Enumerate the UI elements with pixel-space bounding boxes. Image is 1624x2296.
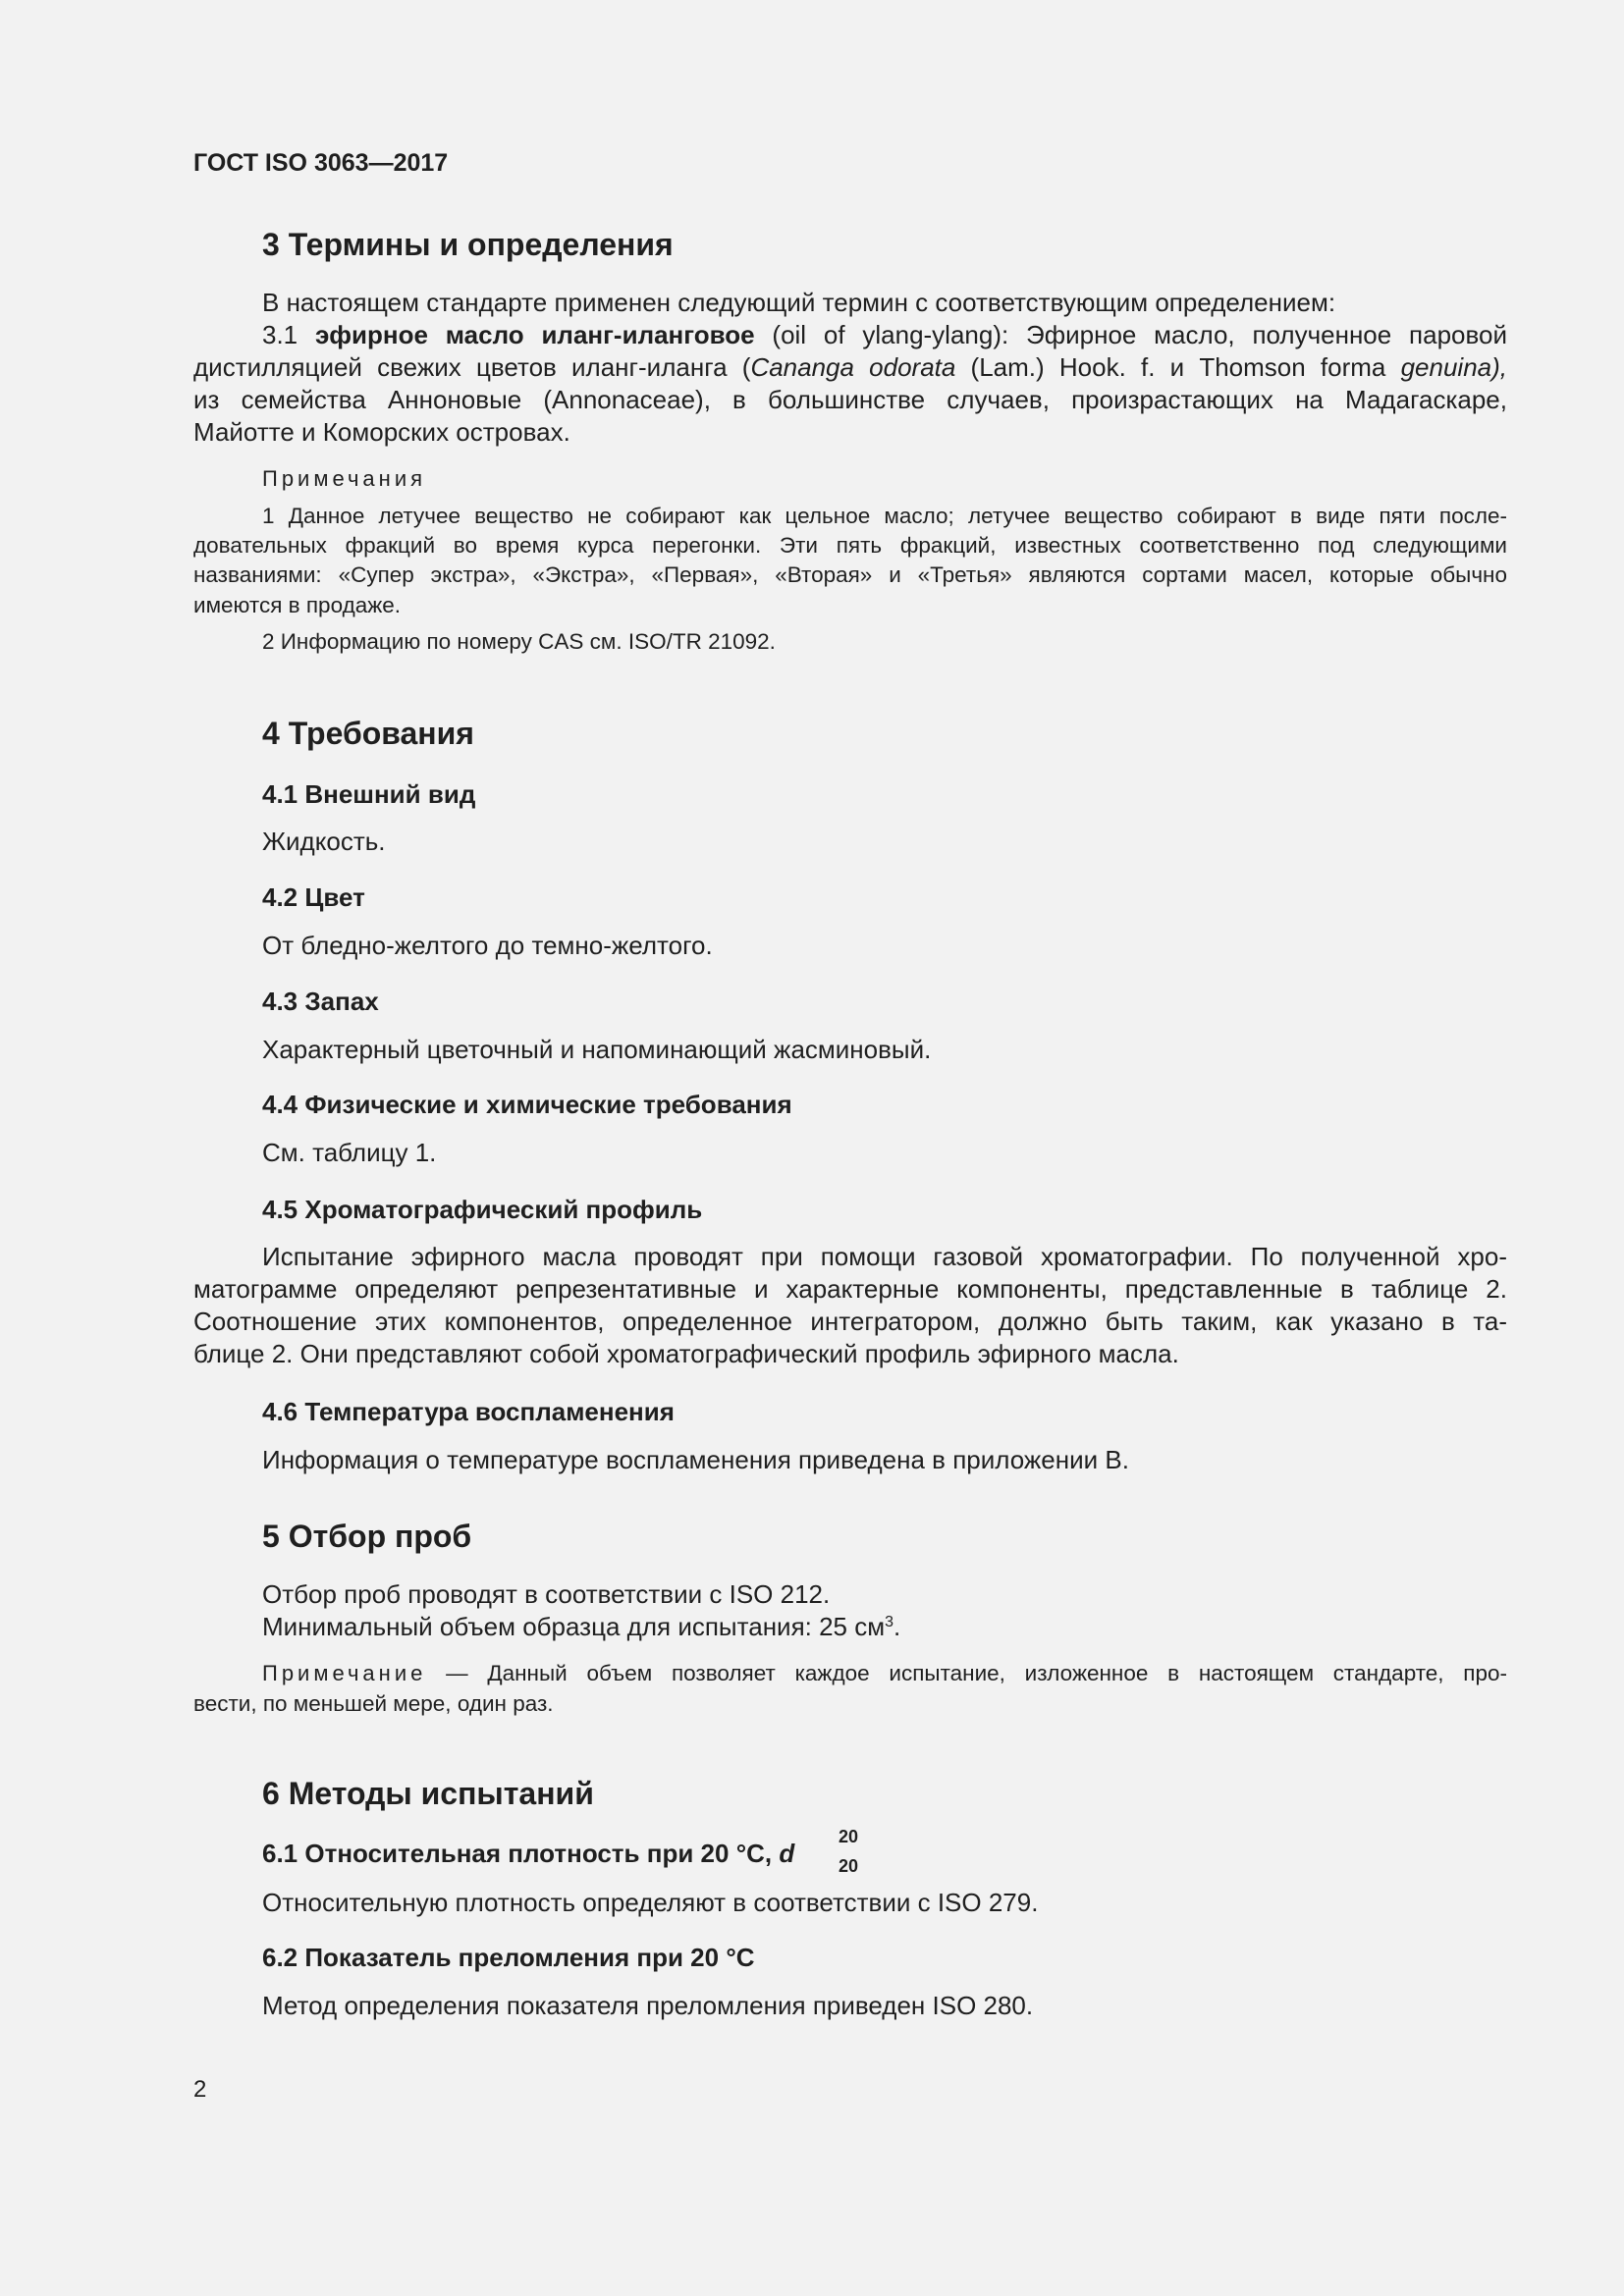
section-4-6-text: Информация о температуре воспламенения приведена в приложении В. bbox=[262, 1445, 1129, 1474]
notes-title: Примечания bbox=[262, 466, 427, 491]
section-4-5-line-2: матограмме определяют репрезентативные и характерные компоненты, представленные в таблице 2. bbox=[193, 1274, 1507, 1304]
definition-line-1: 3.1 эфирное масло иланг-иланговое (oil of ylang-ylang): Эфирное масло, полученное паровой bbox=[262, 320, 1507, 349]
section-6-2-text: Метод определения показателя преломления приведен ISO 280. bbox=[262, 1991, 1034, 2020]
section-3-intro: В настоящем стандарте применен следующий термин с соответствующим определением: bbox=[262, 288, 1336, 317]
note-1-line-1: 1 Данное летучее вещество не собирают как цельное масло; летучее вещество собирают в виде пяти после- bbox=[262, 504, 1507, 528]
page-number: 2 bbox=[193, 2076, 207, 2103]
note-2: 2 Информацию по номеру CAS см. ISO/TR 21092. bbox=[262, 629, 776, 654]
section-5-line-1: Отбор проб проводят в соответствии с ISO 212. bbox=[262, 1579, 831, 1609]
density-superscript: 20 bbox=[839, 1827, 859, 1846]
section-5-title: 5 Отбор проб bbox=[262, 1519, 472, 1554]
defined-term: эфирное масло иланг-иланговое bbox=[314, 320, 755, 349]
section-4-5-line-4: блице 2. Они представляют собой хроматографический профиль эфирного масла. bbox=[193, 1339, 1179, 1368]
note-1-line-4: имеются в продаже. bbox=[193, 593, 402, 617]
section-5-note-line-1: Примечание — Данный объем позволяет каждое испытание, изложенное в настоящем стандарте, про- bbox=[262, 1661, 1507, 1685]
section-4-5-title: 4.5 Хроматографический профиль bbox=[262, 1195, 703, 1224]
section-4-6-title: 4.6 Температура воспламенения bbox=[262, 1397, 675, 1426]
section-4-2-title: 4.2 Цвет bbox=[262, 882, 365, 912]
note-1-line-2: довательных фракций во время курса перегонки. Эти пять фракций, известных соответственно под следующими bbox=[193, 533, 1507, 558]
definition-line-2: дистилляцией свежих цветов иланг-иланга (Cananga odorata (Lam.) Hook. f. и Thomson forma genuina), bbox=[193, 352, 1507, 382]
section-6-2-title: 6.2 Показатель преломления при 20 °С bbox=[262, 1943, 755, 1972]
section-6-title: 6 Методы испытаний bbox=[262, 1776, 594, 1811]
section-4-5-line-3: Соотношение этих компонентов, определенное интегратором, должно быть таким, как указано в та- bbox=[193, 1307, 1507, 1336]
section-4-title: 4 Требования bbox=[262, 716, 474, 751]
density-symbol: d bbox=[779, 1839, 795, 1868]
note-label: Примечание bbox=[262, 1661, 427, 1685]
section-3-title: 3 Термины и определения bbox=[262, 227, 674, 262]
section-4-1-title: 4.1 Внешний вид bbox=[262, 779, 476, 809]
section-4-4-title: 4.4 Физические и химические требования bbox=[262, 1090, 792, 1119]
section-5-line-2: Минимальный объем образца для испытания: 25 $см^3$. bbox=[262, 1612, 901, 1641]
definition-line-4: Майотте и Коморских островах. bbox=[193, 417, 570, 447]
section-4-5-line-1: Испытание эфирного масла проводят при помощи газовой хроматографии. По полученной хро- bbox=[262, 1242, 1507, 1271]
section-4-1-text: Жидкость. bbox=[262, 827, 386, 856]
section-5-note-line-2: вести, по меньшей мере, один раз. bbox=[193, 1691, 554, 1716]
section-6-1-title: 6.1 Относительная плотность при 20 °C, d bbox=[262, 1839, 795, 1868]
document-header: ГОСТ ISO 3063—2017 bbox=[193, 149, 449, 177]
section-4-3-title: 4.3 Запах bbox=[262, 987, 379, 1016]
section-4-3-text: Характерный цветочный и напоминающий жасминовый. bbox=[262, 1035, 932, 1064]
section-4-4-text: См. таблицу 1. bbox=[262, 1138, 437, 1167]
section-4-2-text: От бледно-желтого до темно-желтого. bbox=[262, 931, 713, 960]
density-subscript: 20 bbox=[839, 1856, 859, 1876]
definition-line-3: из семейства Анноновые (Annonaceae), в большинстве случаев, произрастающих на Мадагаскаре, bbox=[193, 385, 1507, 414]
note-1-line-3: названиями: «Супер экстра», «Экстра», «Первая», «Вторая» и «Третья» являются сортами масел, которые обычно bbox=[193, 562, 1507, 587]
section-6-1-text: Относительную плотность определяют в соответствии с ISO 279. bbox=[262, 1888, 1039, 1917]
